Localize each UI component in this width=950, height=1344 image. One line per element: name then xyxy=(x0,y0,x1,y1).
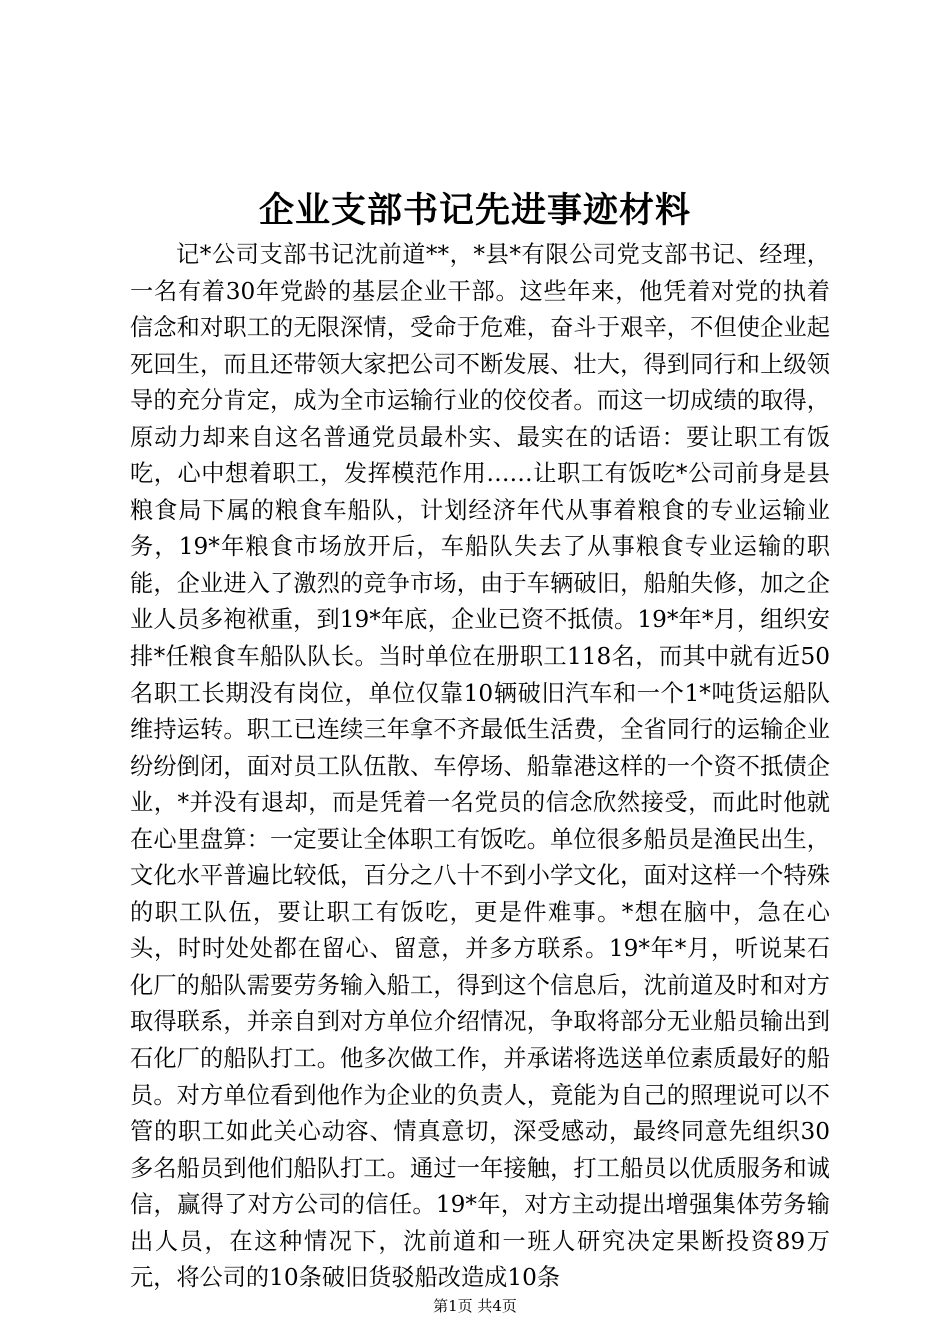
page-number-footer: 第1页 共4页 xyxy=(433,1297,517,1315)
document-body-paragraph: 记*公司支部书记沈前道**，*县*有限公司党支部书记、经理，一名有着30年党龄的基层企业干部。这些年来，他凭着对党的执着信念和对职工的无限深情，受命于危难，奋斗于艰辛，不但使企业起死回生，而且还带领大家把公司不断发展、壮大，得到同行和上级领导的充分肯定，成为全市运输行业的佼佼者。而这一切成绩的取得，原动力却来自这名普通党员最朴实、最实在的话语：要让职工有饭吃，心中想着职工，发挥模范作用……让职工有饭吃*公司前身是县粮食局下属的粮食车船队，计划经济年代从事着粮食的专业运输业务，19*年粮食市场放开后，车船队失去了从事粮食专业运输的职能，企业进入了激烈的竞争市场，由于车辆破旧，船舶失修，加之企业人员多袍袱重，到19*年底，企业已资不抵债。19*年*月，组织安排*任粮食车船队队长。当时单位在册职工118名，而其中就有近50名职工长期没有岗位，单位仅靠10辆破旧汽车和一个1*吨货运船队维持运转。职工已连续三年拿不齐最低生活费，全省同行的运输企业纷纷倒闭，面对员工队伍散、车停场、船靠港这样的一个资不抵债企业，*并没有退却，而是凭着一名党员的信念欣然接受，而此时他就在心里盘算：一定要让全体职工有饭吃。单位很多船员是渔民出生，文化水平普遍比较低，百分之八十不到小学文化，面对这样一个特殊的职工队伍，要让职工有饭吃，更是件难事。*想在脑中，急在心头，时时处处都在留心、留意，并多方联系。19*年*月，听说某石化厂的船队需要劳务输入船工，得到这个信息后，沈前道及时和对方取得联系，并亲自到对方单位介绍情况，争取将部分无业船员输出到石化厂的船队打工。他多次做工作，并承诺将选送单位素质最好的船员。对方单位看到他作为企业的负责人，竟能为自己的照理说可以不管的职工如此关心动容、情真意切，深受感动，最终同意先组织30多名船员到他们船队打工。通过一年接触，打工船员以优质服务和诚信，赢得了对方公司的信任。19*年，对方主动提出增强集体劳务输出人员，在这种情况下，沈前道和一班人研究决定果断投资89万元，将公司的10条破旧货驳船改造成10条 xyxy=(130,241,830,1292)
document-title: 企业支部书记先进事迹材料 xyxy=(258,190,691,231)
